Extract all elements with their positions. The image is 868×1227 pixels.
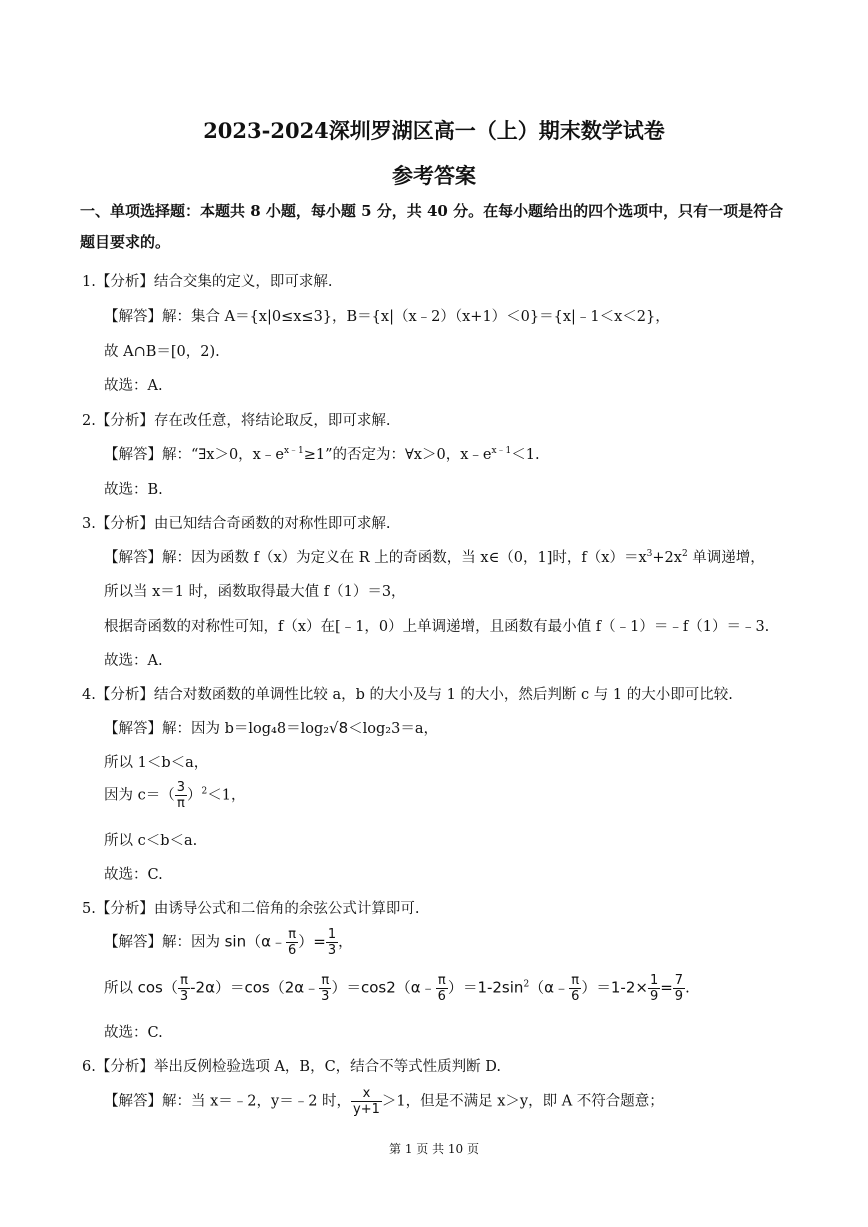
q3-max: 所以当 x＝1 时，函数取得最大值 f（1）＝3， [104, 584, 406, 600]
q1-solution: 【解答】解：集合 A＝{x|0≤x≤3}，B＝{x|（x﹣2）（x+1）＜0}＝{x|﹣1＜x＜2}， [104, 309, 670, 325]
q3-choice: 故选：A. [104, 653, 163, 669]
q5-given: 【解答】解：因为 sin（α﹣ $\frac{\pi}{6}$ ）= $\frac{1}{3}$ ， [104, 927, 353, 958]
exam-title: 2023-2024深圳罗湖区高一（上）期末数学试卷 [203, 118, 665, 143]
q2-choice: 故选：B. [104, 482, 163, 498]
answer-subtitle: 参考答案 [392, 163, 476, 188]
q5-derivation: 所以 cos（ $\frac{\pi}{3}$ -2α）＝cos（2α﹣ $\frac{\pi}{3}$ ）＝cos2（α﹣ $\frac{\pi}{6}$ ）$=1-2\sin^2(\alpha﹣$ $\frac{\pi}{6}$ ）＝1-2× $\frac{1}{9}$ = $\frac{7}{9}$ . [104, 973, 690, 1004]
q2-solution: 【解答】解：“∃x＞0，$x﹣e^{x﹣1}\ge 1$”的否定为：∀x＞0，$x﹣e^{x﹣1}<1$. [104, 446, 540, 463]
q6-solution: 【解答】解：当 x＝﹣2，y＝﹣2 时， $\frac{x}{y+1}$ ＞1，但是不满足 x＞y，即 A 不符合题意； [104, 1086, 664, 1117]
q3-analysis: 3.【分析】由已知结合奇函数的对称性即可求解. [82, 516, 391, 532]
q1-result: 故 A∩B＝[0，2). [104, 344, 220, 360]
q2-analysis: 2.【分析】存在改任意，将结论取反，即可求解. [82, 413, 391, 429]
q3-solution: 【解答】解：因为函数 f（x）为定义在 R 上的奇函数，当 x∈（0，1]时，$f(x)=x^3+2x^2$ 单调递增， [104, 549, 765, 566]
q1-analysis: 1.【分析】结合交集的定义，即可求解. [82, 274, 333, 290]
q4-order: 所以 1＜b＜a， [104, 755, 209, 771]
q4-analysis: 4.【分析】结合对数函数的单调性比较 a，b 的大小及与 1 的大小，然后判断 c 与 1 的大小即可比较. [82, 687, 733, 703]
section-heading: 一、单项选择题：本题共 8 小题，每小题 5 分，共 40 分。在每小题给出的四个选项中，只有一项是符合题目要求的。 [80, 202, 784, 251]
q3-symmetry: 根据奇函数的对称性可知，f（x）在[﹣1，0）上单调递增，且函数有最小值 f（﹣1）＝﹣f（1）＝﹣3. [104, 619, 770, 635]
q5-choice: 故选：C. [104, 1025, 163, 1041]
q4-solution: 【解答】解：因为 b＝log₄8＝log₂√8＜log₂3＝a， [104, 719, 438, 737]
q1-choice: 故选：A. [104, 378, 163, 394]
q4-c-value: 因为 c＝（ $\frac{3}{\pi}$ ）$^2$＜1， [104, 780, 246, 811]
q5-analysis: 5.【分析】由诱导公式和二倍角的余弦公式计算即可. [82, 901, 420, 917]
q4-conclusion: 所以 c＜b＜a. [104, 833, 198, 849]
page-footer: 第 1 页 共 10 页 [389, 1142, 479, 1156]
q6-analysis: 6.【分析】举出反例检验选项 A，B，C，结合不等式性质判断 D. [82, 1059, 501, 1075]
q4-choice: 故选：C. [104, 867, 163, 883]
